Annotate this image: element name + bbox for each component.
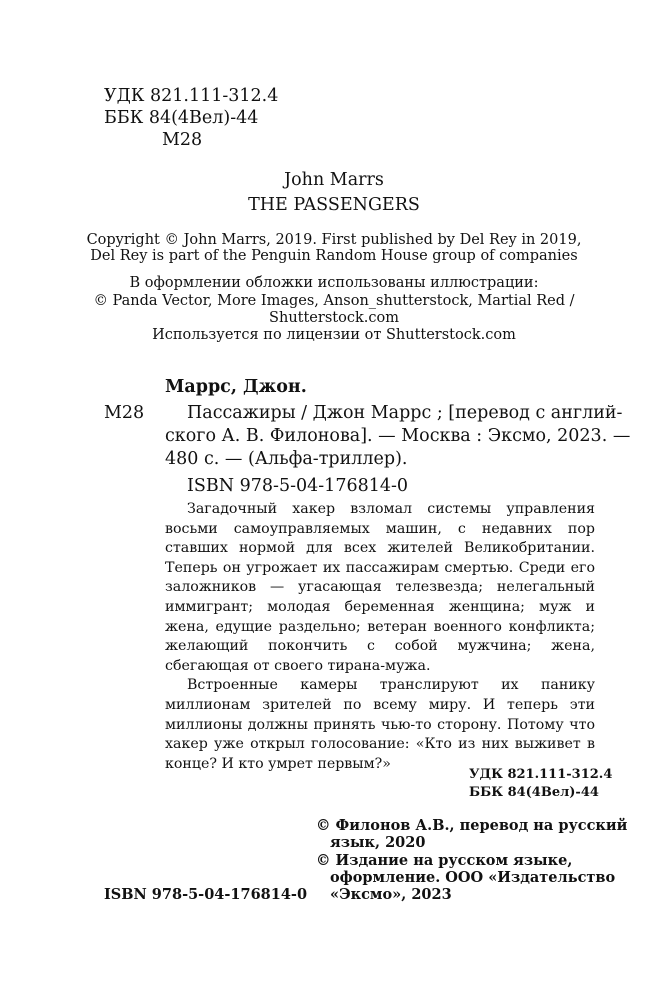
bib-line: 480 с. — (Альфа-триллер). [165,449,408,469]
illustrations-credit: Shutterstock.com [269,310,399,326]
edition-copyright: © Издание на русском языке, [316,852,573,869]
illustrations-credit: В оформлении обложки использованы иллюстрации: [129,275,539,291]
original-title: THE PASSENGERS [248,195,420,215]
edition-copyright: «Эксмо», 2023 [330,886,452,903]
annotation-paragraph: Встроенные камеры транслируют их панику миллионам зрителей по всему миру. И теперь эти миллионы должны принять чью-то сторону. Потому что хакер уже открыл голосование: «Кто из них выживет в конце? И кто умрет первым?» [165,677,595,772]
bib-mark: М28 [104,403,145,423]
translation-copyright: © Филонов А.В., перевод на русский [316,817,628,834]
annotation-paragraph: Загадочный хакер взломал системы управления восьми самоуправляемых машин, с недавних пор ставших нормой для всех жителей Великобритании. Теперь он угрожает их пассажирам смертью. Среди его заложников — угасающая телезвезда; нелегальный иммигрант; молодая беременная женщина; муж и жена, едущие раздельно; ветеран военного конфликта; желающий покончить с собой мужчина; жена, сбегающая от своего тирана-мужа. [165,501,595,674]
bib-line: Пассажиры / Джон Маррс ; [перевод с англий- [187,403,623,423]
bbk-code: ББК 84(4Вел)-44 [104,108,259,128]
copyright-line: Del Rey is part of the Penguin Random House group of companies [90,248,578,264]
footer-udk: УДК 821.111-312.4 [469,767,613,782]
footer-bbk: ББК 84(4Вел)-44 [469,785,599,800]
edition-copyright: оформление. ООО «Издательство [330,869,616,886]
illustrations-credit: © Panda Vector, More Images, Anson_shutterstock, Martial Red / [93,293,575,309]
translation-copyright: язык, 2020 [330,834,426,851]
copyright-line: Copyright © John Marrs, 2019. First published by Del Rey in 2019, [86,232,582,248]
bib-isbn: ISBN 978-5-04-176814-0 [187,476,409,496]
license-note: Используется по лицензии от Shutterstock.com [152,327,516,343]
bib-heading: Маррс, Джон. [165,377,307,397]
original-author: John Marrs [284,170,384,190]
footer-isbn: ISBN 978-5-04-176814-0 [104,886,308,903]
bib-line: ского А. В. Филонова]. — Москва : Эксмо, 2023. — [165,426,631,446]
udk-code: УДК 821.111-312.4 [104,86,279,106]
author-mark: М28 [162,130,203,150]
annotation [165,500,595,774]
